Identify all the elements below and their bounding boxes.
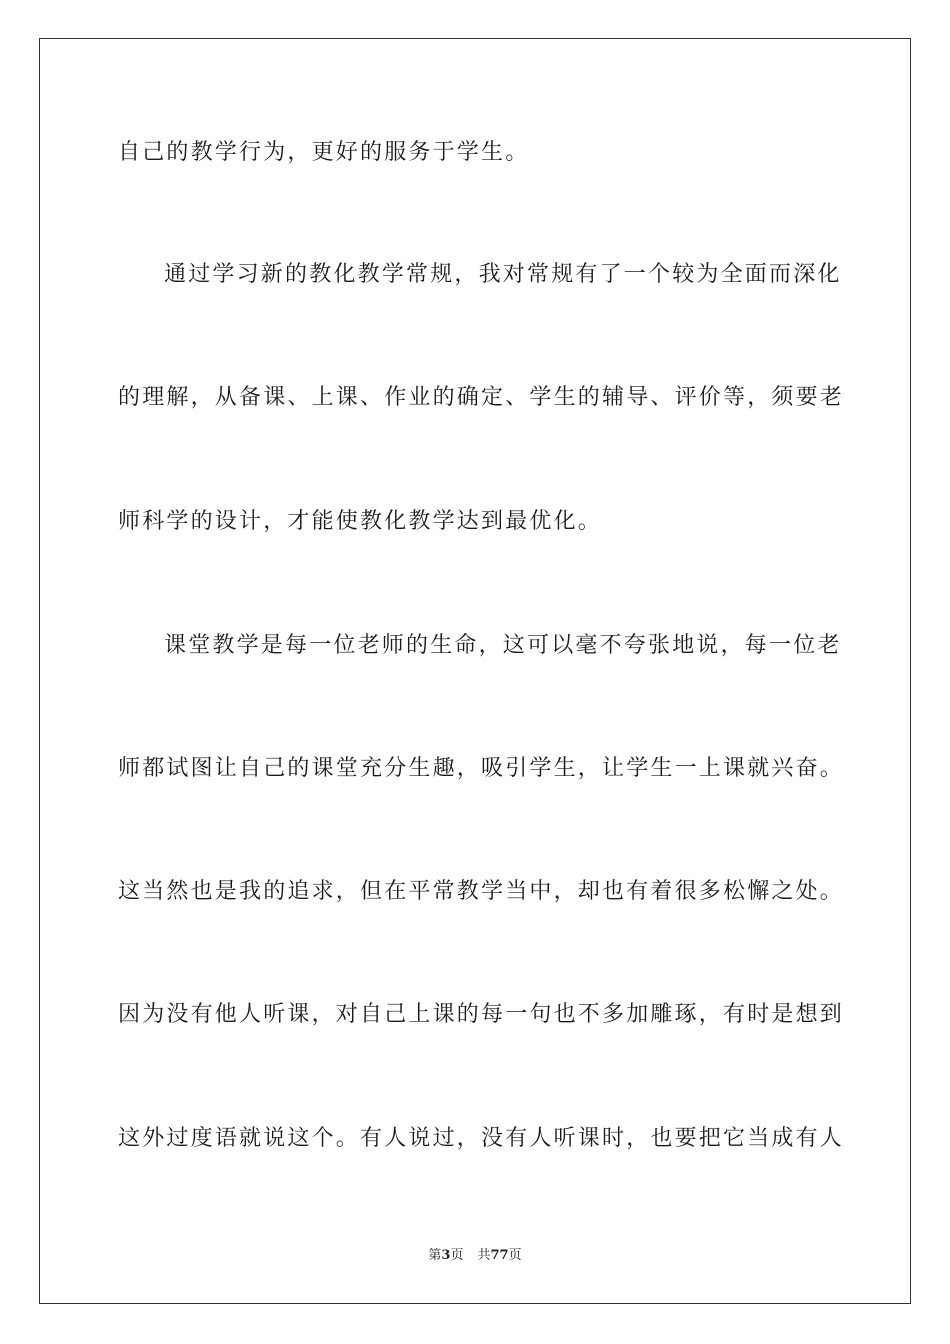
total-suffix: 页 (508, 1248, 522, 1263)
text-line-6: 师都试图让自己的课堂充分生趣，吸引学生，让学生一上课就兴奋。 (118, 756, 845, 781)
text-line-3: 的理解，从备课、上课、作业的确定、学生的辅导、评价等，须要老 (118, 385, 845, 410)
total-pages: 77 (490, 1248, 509, 1263)
page-number: 3 (441, 1248, 451, 1263)
text-line-2-paragraph-start: 通过学习新的教化教学常规，我对常规有了一个较为全面而深化 (164, 262, 842, 287)
page-footer (0, 1247, 950, 1265)
page-prefix: 第 (428, 1248, 442, 1263)
page-frame (39, 38, 911, 1304)
page-suffix: 页 (450, 1248, 464, 1263)
text-line-5-paragraph-start: 课堂教学是每一位老师的生命，这可以毫不夸张地说，每一位老 (164, 633, 842, 658)
text-line-1: 自己的教学行为，更好的服务于学生。 (118, 140, 530, 165)
text-line-8: 因为没有他人听课，对自己上课的每一句也不多加雕琢，有时是想到 (118, 1002, 845, 1027)
text-line-4: 师科学的设计，才能使教化教学达到最优化。 (118, 509, 603, 534)
text-line-9: 这外过度语就说这个。有人说过，没有人听课时，也要把它当成有人 (118, 1126, 845, 1151)
total-prefix: 共 (477, 1248, 491, 1263)
text-line-7: 这当然也是我的追求，但在平常教学当中，却也有着很多松懈之处。 (118, 879, 845, 904)
